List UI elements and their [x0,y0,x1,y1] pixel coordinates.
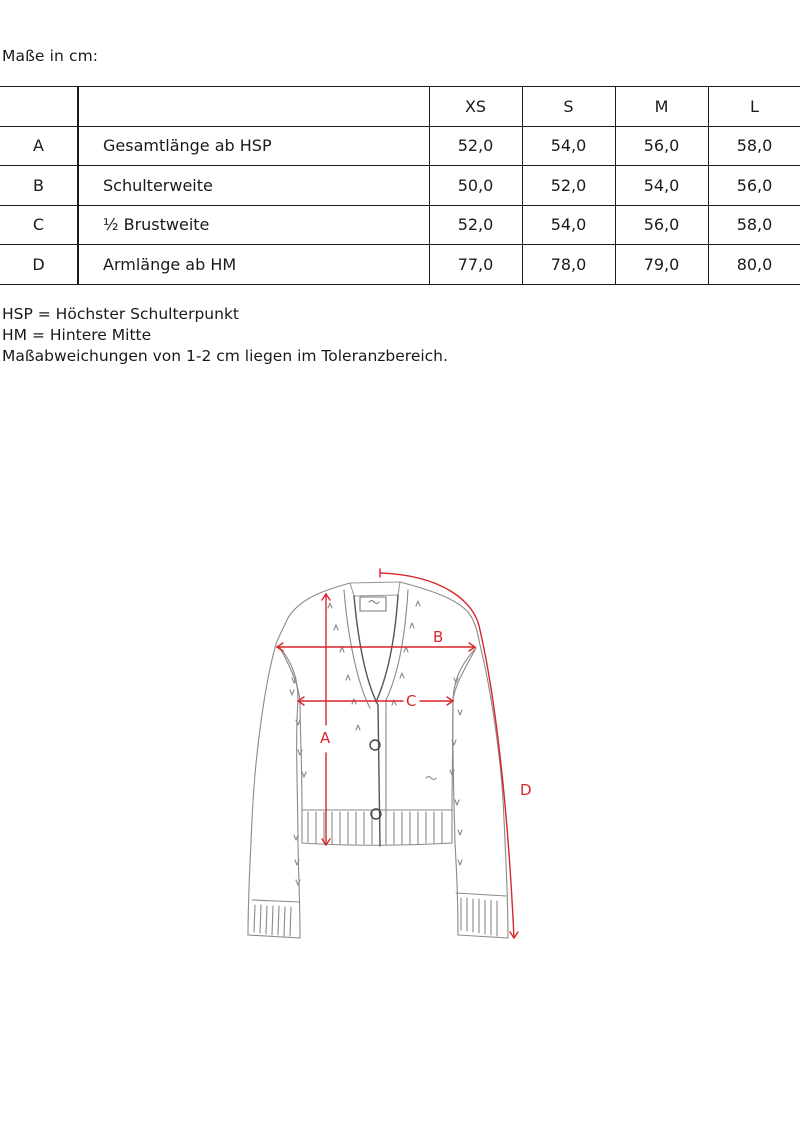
row-value-m: 79,0 [615,245,708,285]
row-value-l: 58,0 [708,205,800,245]
header-size-l: L [708,87,800,127]
page-title: Maße in cm: [2,47,99,65]
header-size-xs: XS [429,87,522,127]
row-label: Schulterweite [78,166,429,206]
row-value-m: 56,0 [615,205,708,245]
header-label-cell [78,87,429,127]
row-value-s: 52,0 [522,166,615,206]
measure-label-c: C [406,692,417,710]
header-code-cell [0,87,78,127]
row-code: A [0,126,78,166]
row-value-s: 54,0 [522,126,615,166]
cardigan-illustration [240,560,540,960]
cardigan-sketch-icon [248,582,508,938]
row-value-m: 56,0 [615,126,708,166]
header-size-s: S [522,87,615,127]
row-label: Armlänge ab HM [78,245,429,285]
row-value-s: 78,0 [522,245,615,285]
row-value-xs: 77,0 [429,245,522,285]
measure-label-b: B [433,628,444,646]
note-hsp: HSP = Höchster Schulterpunkt [2,305,239,323]
table-row [0,126,800,166]
measure-label-a: A [320,729,331,747]
measurement-lines [277,569,518,938]
row-value-l: 56,0 [708,166,800,206]
row-label: Gesamtlänge ab HSP [78,126,429,166]
row-value-l: 58,0 [708,126,800,166]
table-row [0,245,800,285]
row-value-m: 54,0 [615,166,708,206]
row-value-xs: 52,0 [429,126,522,166]
note-tolerance: Maßabweichungen von 1-2 cm liegen im Toleranzbereich. [2,347,448,365]
row-code: C [0,205,78,245]
notes-block [2,304,448,367]
row-value-xs: 52,0 [429,205,522,245]
row-value-s: 54,0 [522,205,615,245]
row-label: ½ Brustweite [78,205,429,245]
row-code: D [0,245,78,285]
header-size-m: M [615,87,708,127]
measure-d-line [380,573,514,938]
table-row [0,166,800,206]
table-row [0,205,800,245]
row-code: B [0,166,78,206]
row-value-l: 80,0 [708,245,800,285]
size-table [0,86,800,285]
note-hm: HM = Hintere Mitte [2,326,152,344]
row-value-xs: 50,0 [429,166,522,206]
table-header-row [0,87,800,127]
measure-label-d: D [520,781,532,799]
